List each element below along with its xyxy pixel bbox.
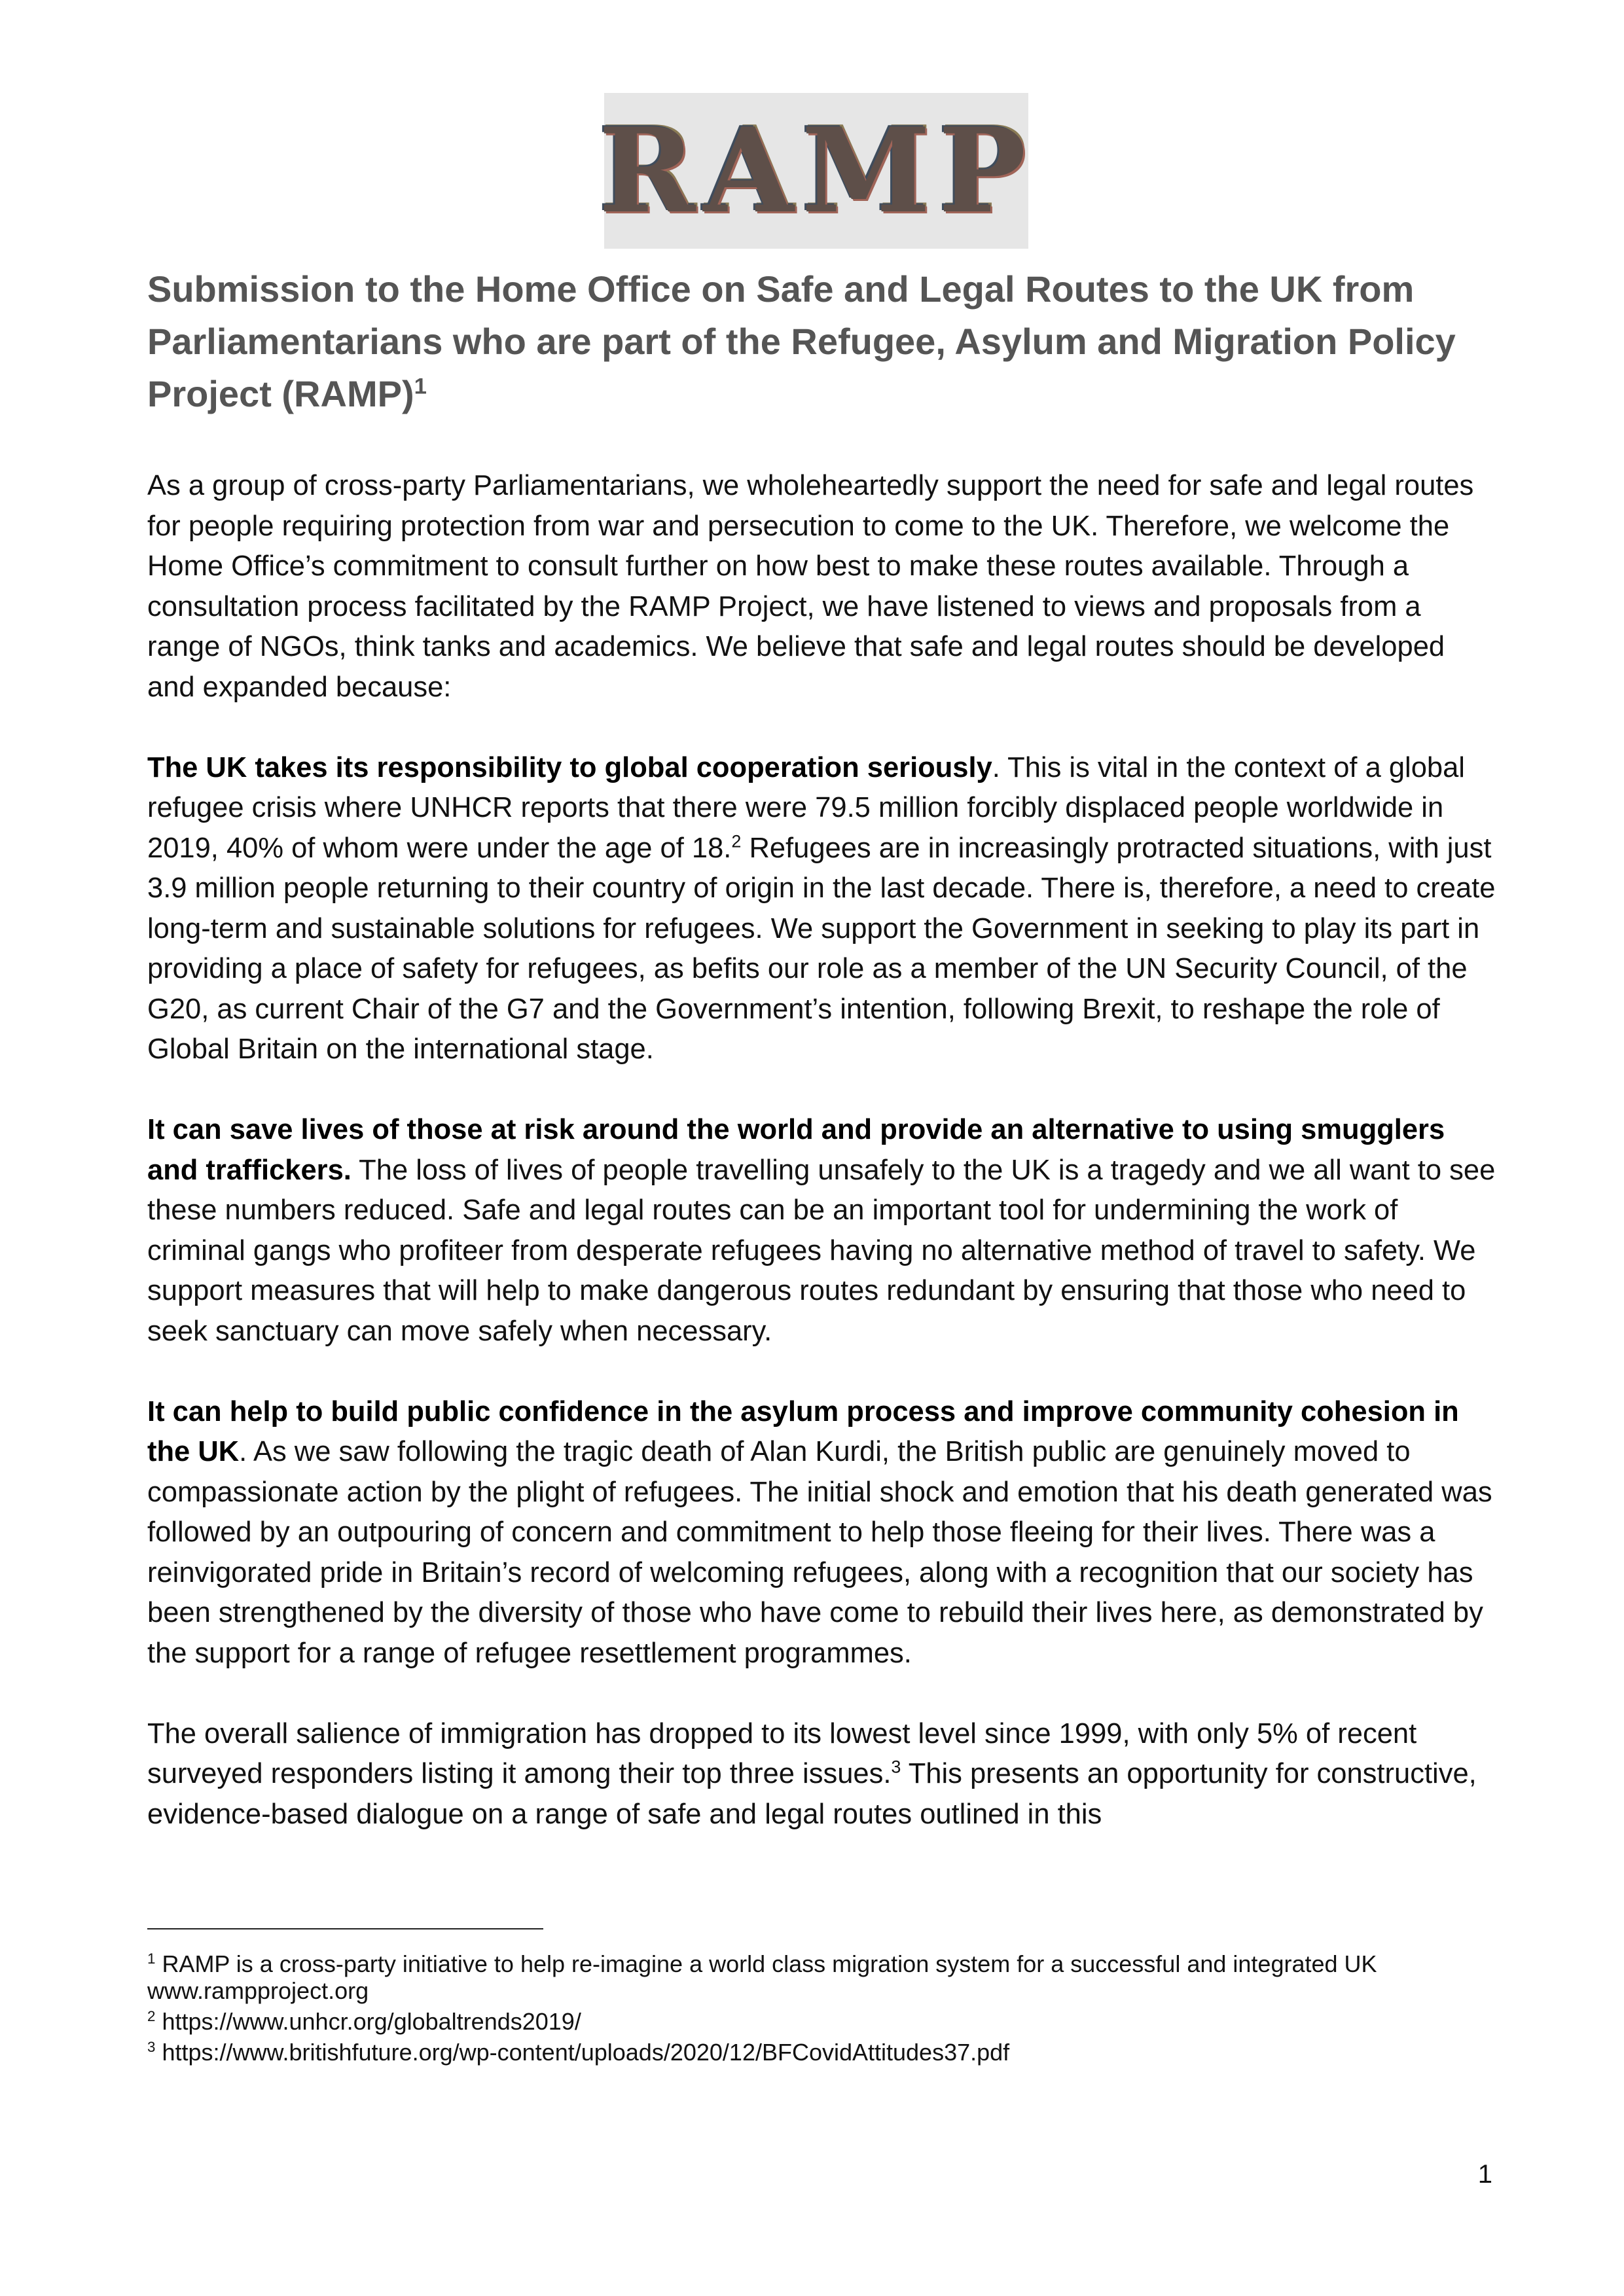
paragraph-public-confidence: It can help to build public confidence in the asylum process and improve community cohesion in the UK. As we saw following the tragic death of Alan Kurdi, the British public are genuinely moved to compassionate action by the plight of refugees. The initial shock and emotion that his death generated was followed by an outpouring of concern and commitment to help those fleeing for their lives. There was a reinvigorated pride in Britain’s record of welcoming refugees, along with a recognition that our society has been strengthened by the diversity of those who have come to rebuild their lives here, as demonstrated by the support for a range of refugee resettlement programmes. [147, 1395, 1492, 1669]
heading-save-lives: It can save lives of those at risk around the world and provide an alternative to using smugglers and traffickers. [147, 1114, 1445, 1186]
footnote-ref-2: 2 [731, 831, 742, 851]
heading-global-cooperation: The UK takes its responsibility to global cooperation seriously [147, 751, 992, 783]
footnote-3: $^3$ https://www.britishfuture.org/wp-content/uploads/2020/12/BFCovidAttitudes37.pdf [147, 2039, 1010, 2066]
footnote-divider [147, 1928, 543, 1929]
footnote-ref-3: 3 [891, 1757, 901, 1777]
paragraph-global-cooperation: The UK takes its responsibility to global cooperation seriously. This is vital in the context of a global refugee crisis where UNHCR reports that there were 79.5 million forcibly displaced people worldwide in 2019, 40% of whom were under the age of 18.$^2$ Refugees are in increasingly protracted situations, with just 3.9 million people returning to their country of origin in the last decade. There is, therefore, a need to create long-term and sustainable solutions for refugees. We support the Government in seeking to play its part in providing a place of safety for refugees, as befits our role as a member of the UN Security Council, of the G20, as current Chair of the G7 and the Government’s intention, following Brexit, to reshape the role of Global Britain on the international stage. [147, 751, 1496, 1065]
paragraph-salience: The overall salience of immigration has dropped to its lowest level since 1999, with only 5% of recent surveyed responders listing it among their top three issues.$^3$ This presents an opportunity for constructive, evidence-based dialogue on a range of safe and legal routes outlined in this [147, 1717, 1477, 1830]
footnote-2: $^2$ https://www.unhcr.org/globaltrends2019/ [147, 2008, 581, 2035]
title-footnote-ref: 1 [414, 374, 427, 399]
logo-text: RAMP [598, 102, 1034, 239]
page-title [147, 263, 1522, 420]
page-number: 1 [1477, 2160, 1492, 2189]
title-text: Submission to the Home Office on Safe and Legal Routes to the UK from Parliamentarians who are part of the Refugee, Asylum and Migration Policy Project (RAMP) [147, 268, 1456, 414]
document-body [147, 466, 1496, 1875]
footnotes [147, 1950, 1489, 2070]
heading-public-confidence: It can help to build public confidence in the asylum process and improve community cohesion in the UK [147, 1395, 1459, 1467]
paragraph-save-lives: It can save lives of those at risk around the world and provide an alternative to using smugglers and traffickers. The loss of lives of people travelling unsafely to the UK is a tragedy and we all want to see these numbers reduced. Safe and legal routes can be an important tool for undermining the work of criminal gangs who profiteer from desperate refugees having no alternative method of travel to safety. We support measures that will help to make dangerous routes redundant by ensuring that those who need to seek sanctuary can move safely when necessary. [147, 1114, 1496, 1347]
intro-paragraph: As a group of cross-party Parliamentarians, we wholeheartedly support the need for safe and legal routes for people requiring protection from war and persecution to come to the UK. Therefore, we welcome the Home Office’s commitment to consult further on how best to make these routes available. Through a consultation process facilitated by the RAMP Project, we have listened to views and proposals from a range of NGOs, think tanks and academics. We believe that safe and legal routes should be developed and expanded because: [147, 470, 1474, 703]
ramp-logo [598, 93, 1034, 249]
footnote-1: $^1$ RAMP is a cross-party initiative to help re-imagine a world class migration system for a successful and integrated UK www.rampproject.org [147, 1950, 1377, 2004]
